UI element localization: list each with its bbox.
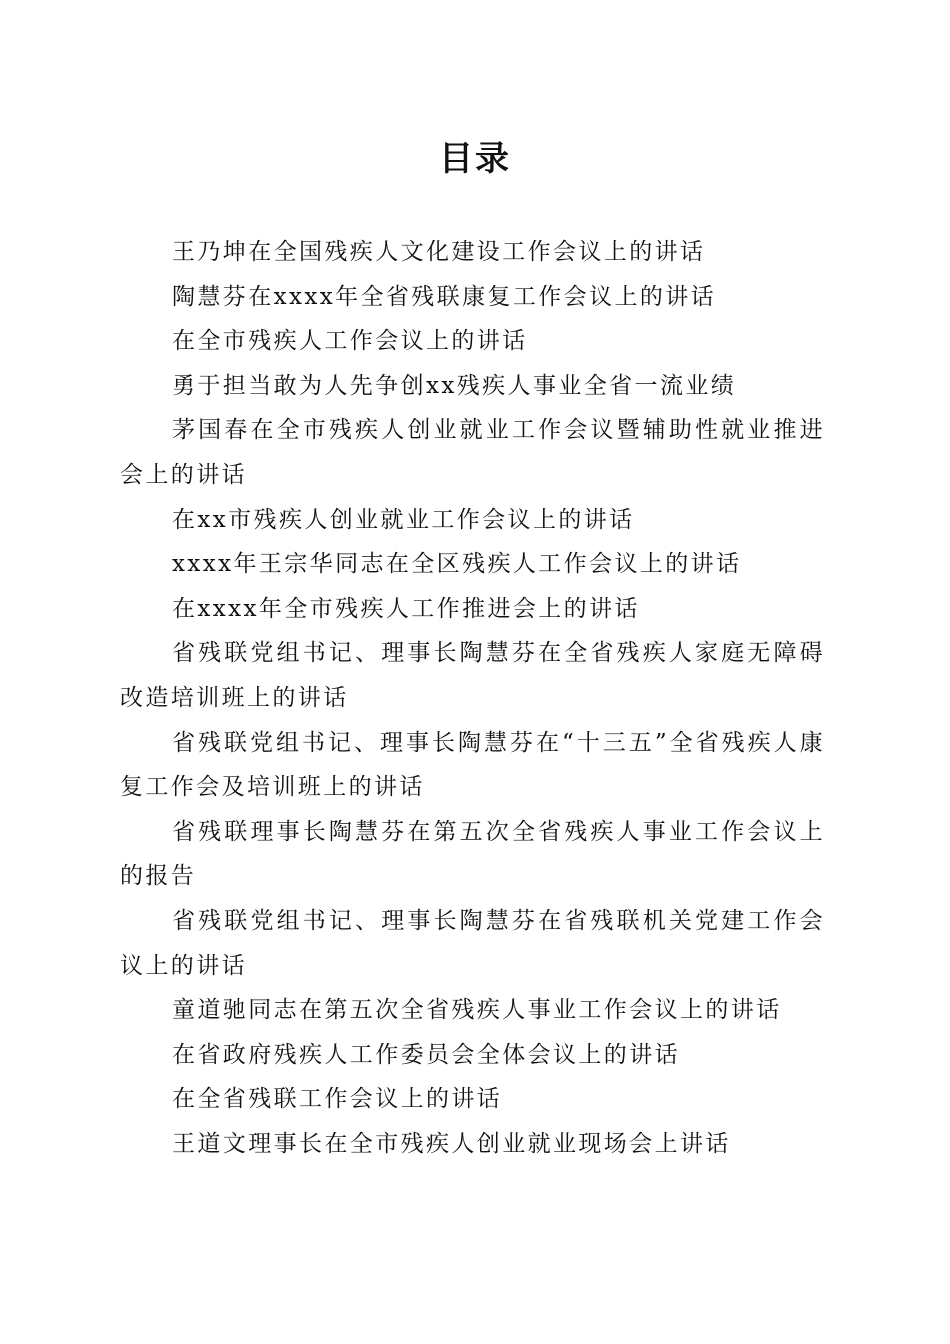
toc-entry: 勇于担当敢为人先争创xx残疾人事业全省一流业绩 [172,372,737,399]
table-of-contents [120,230,825,1166]
toc-entry: 省残联党组书记、理事长陶慧芬在“十三五”全省残疾人康复工作会及培训班上的讲话 [120,729,825,801]
toc-entry: 在xxxx年全市残疾人工作推进会上的讲话 [172,595,640,622]
toc-entry: 在xx市残疾人创业就业工作会议上的讲话 [172,506,635,533]
toc-entry: 王乃坤在全国残疾人文化建设工作会议上的讲话 [172,239,706,265]
toc-entry: 省残联党组书记、理事长陶慧芬在全省残疾人家庭无障碍改造培训班上的讲话 [120,640,825,711]
toc-entry: 在全省残联工作会议上的讲话 [172,1086,503,1113]
toc-entry: 王道文理事长在全市残疾人创业就业现场会上讲话 [172,1130,731,1157]
toc-entry: 在全市残疾人工作会议上的讲话 [172,328,528,355]
page-title: 目录 [439,139,511,179]
toc-entry: 陶慧芬在xxxx年全省残联康复工作会议上的讲话 [172,283,717,310]
toc-entry: 省残联理事长陶慧芬在第五次全省残疾人事业工作会议上的报告 [120,818,825,890]
toc-entry: 省残联党组书记、理事长陶慧芬在省残联机关党建工作会议上的讲话 [120,907,825,979]
toc-entry: 童道驰同志在第五次全省残疾人事业工作会议上的讲话 [172,997,782,1024]
toc-entry: 茅国春在全市残疾人创业就业工作会议暨辅助性就业推进会上的讲话 [120,417,825,488]
toc-entry: xxxx年王宗华同志在全区残疾人工作会议上的讲话 [172,551,742,578]
toc-entry: 在省政府残疾人工作委员会全体会议上的讲话 [172,1041,680,1068]
